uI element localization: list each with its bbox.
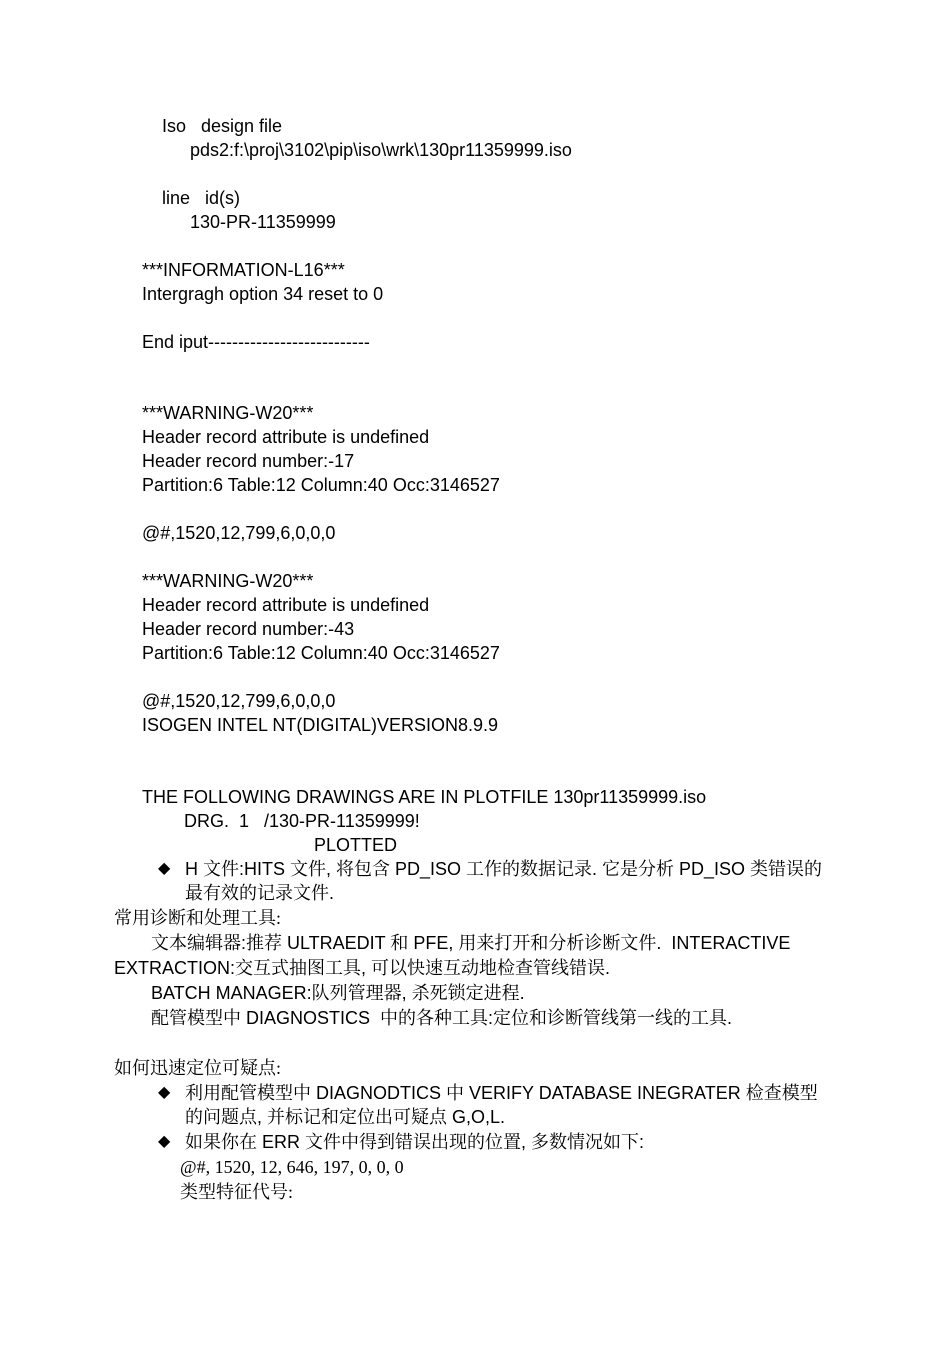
warning-partition-1: Partition:6 Table:12 Column:40 Occ:3146527 bbox=[142, 475, 500, 495]
diamond-bullet-icon: ◆ bbox=[158, 1133, 171, 1150]
error-position-2: @#,1520,12,799,6,0,0,0 bbox=[142, 691, 336, 711]
error-position-code: @#, 1520, 12, 646, 197, 0, 0, 0 bbox=[180, 1157, 404, 1177]
diagnostics-tools-line: 配管模型中 DIAGNOSTICS 中的各种工具:定位和诊断管线第一线的工具. bbox=[151, 1008, 733, 1028]
end-input-line: End iput--------------------------- bbox=[142, 332, 370, 352]
hits-note-line-2: 最有效的记录文件. bbox=[185, 883, 335, 903]
iso-design-file-label: Iso design file bbox=[162, 116, 283, 136]
information-code: ***INFORMATION-L16*** bbox=[142, 260, 345, 280]
drawing-entry: DRG. 1 /130-PR-11359999! bbox=[184, 811, 420, 831]
iso-file-path: pds2:f:\proj\3102\pip\iso\wrk\130pr11359999.iso bbox=[190, 140, 572, 160]
batch-manager-line: BATCH MANAGER:队列管理器, 杀死锁定进程. bbox=[151, 983, 525, 1003]
following-drawings-line: THE FOLLOWING DRAWINGS ARE IN PLOTFILE 130pr11359999.iso bbox=[142, 787, 707, 807]
tools-heading: 常用诊断和处理工具: bbox=[114, 908, 282, 928]
verify-bullet-line-1: 利用配管模型中 DIAGNODTICS 中 VERIFY DATABASE INEGRATER 检查模型 bbox=[185, 1083, 818, 1103]
locate-heading: 如何迅速定位可疑点: bbox=[114, 1058, 282, 1078]
warning-record-number-1: Header record number:-17 bbox=[142, 451, 355, 471]
warning-record-number-2: Header record number:-43 bbox=[142, 619, 355, 639]
warning-partition-2: Partition:6 Table:12 Column:40 Occ:3146527 bbox=[142, 643, 500, 663]
warning-code-2: ***WARNING-W20*** bbox=[142, 571, 314, 591]
type-code-label: 类型特征代号: bbox=[180, 1182, 294, 1202]
diamond-bullet-icon: ◆ bbox=[158, 1084, 171, 1101]
error-position-1: @#,1520,12,799,6,0,0,0 bbox=[142, 523, 336, 543]
warning-message-2: Header record attribute is undefined bbox=[142, 595, 430, 615]
line-id-value: 130-PR-11359999 bbox=[190, 212, 336, 232]
interactive-extraction-line: EXTRACTION:交互式抽图工具, 可以快速互动地检查管线错误. bbox=[114, 958, 611, 978]
information-message: Intergragh option 34 reset to 0 bbox=[142, 284, 384, 304]
warning-code-1: ***WARNING-W20*** bbox=[142, 403, 314, 423]
warning-message-1: Header record attribute is undefined bbox=[142, 427, 430, 447]
diamond-bullet-icon: ◆ bbox=[158, 860, 171, 877]
plotted-status: PLOTTED bbox=[314, 835, 398, 855]
err-file-bullet-line: 如果你在 ERR 文件中得到错误出现的位置, 多数情况如下: bbox=[185, 1132, 645, 1152]
verify-bullet-line-2: 的问题点, 并标记和定位出可疑点 G,O,L. bbox=[185, 1107, 506, 1127]
isogen-version: ISOGEN INTEL NT(DIGITAL)VERSION8.9.9 bbox=[142, 715, 499, 735]
text-editor-line: 文本编辑器:推荐 ULTRAEDIT 和 PFE, 用来打开和分析诊断文件. INTERACTIVE bbox=[151, 933, 791, 953]
hits-note-line-1: H 文件:HITS 文件, 将包含 PD_ISO 工作的数据记录. 它是分析 PD_ISO 类错误的 bbox=[185, 859, 823, 879]
line-ids-label: line id(s) bbox=[162, 188, 241, 208]
